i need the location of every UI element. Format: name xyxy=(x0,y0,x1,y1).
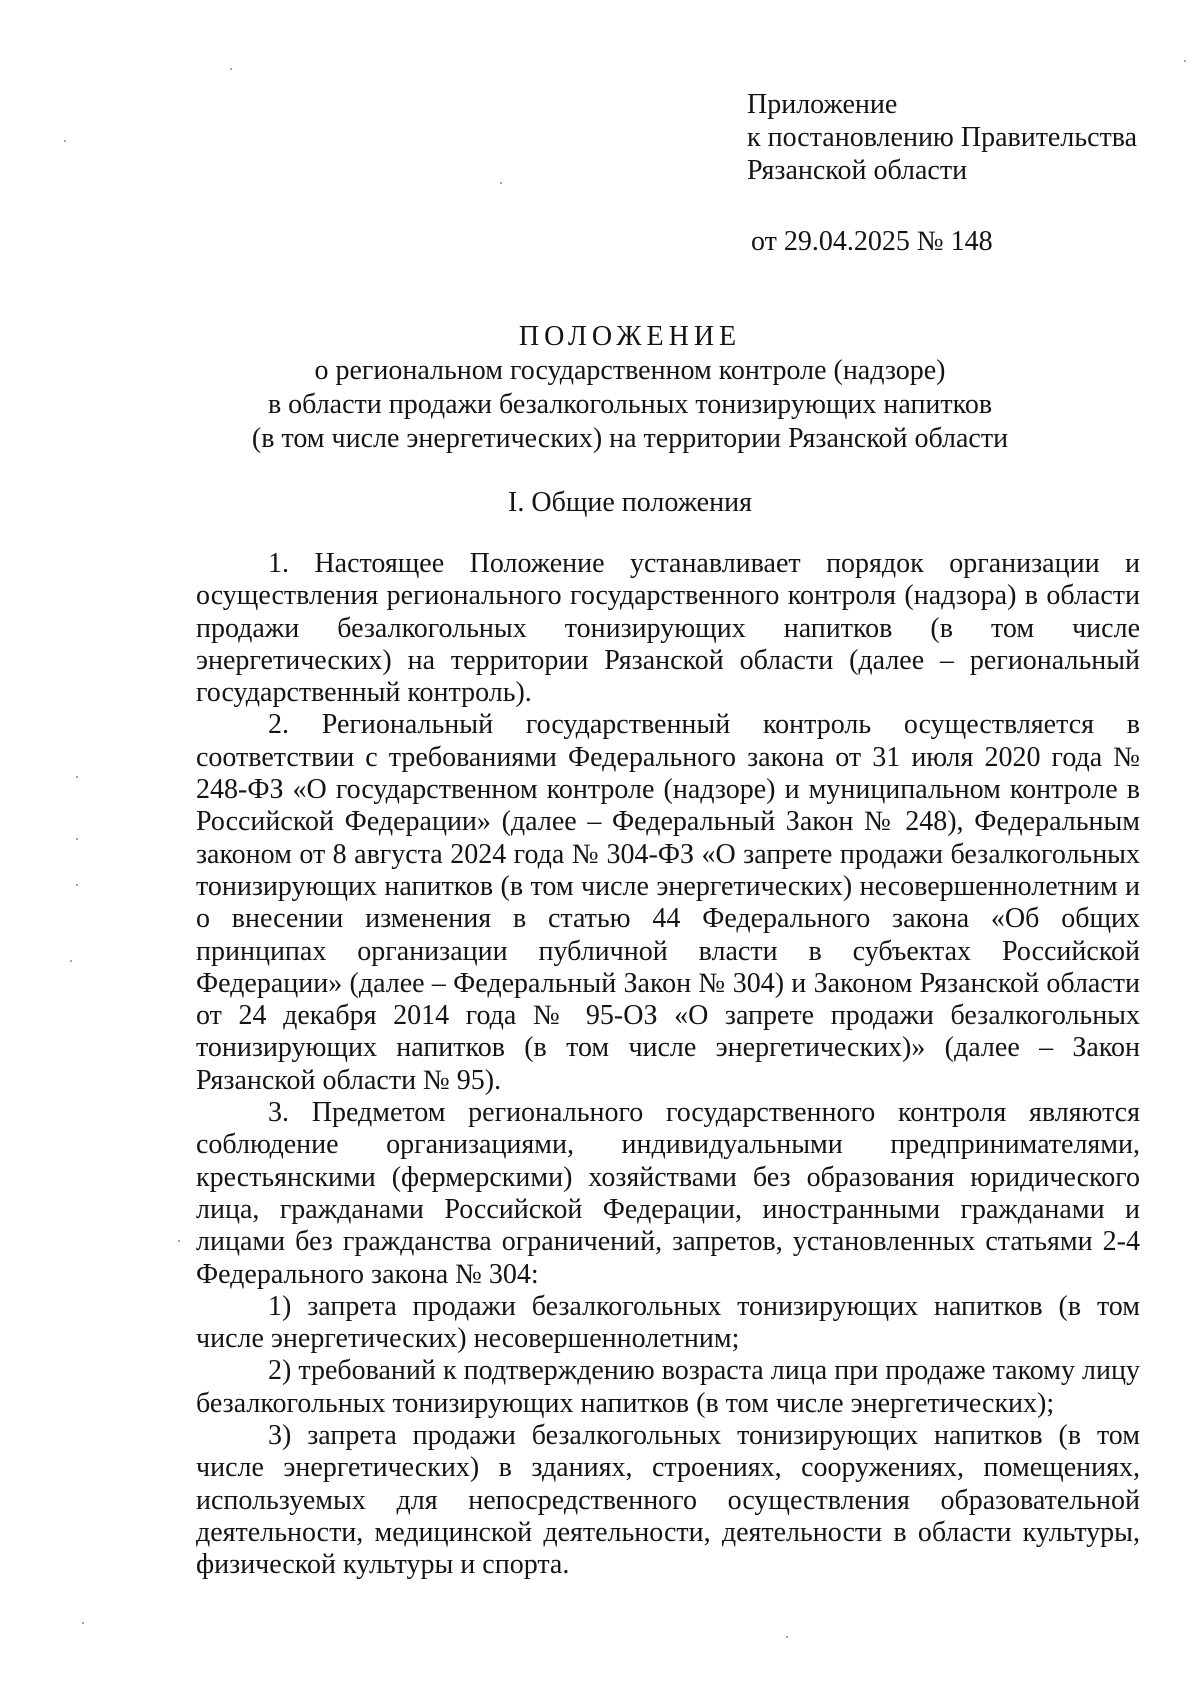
title-main: ПОЛОЖЕНИЕ xyxy=(518,321,742,352)
list-item: 1) запрета продажи безалкогольных тонизирующих напитков (в том числе энергетических) несовершеннолетним; xyxy=(196,1290,1140,1355)
paragraph: 1. Настоящее Положение устанавливает порядок организации и осуществления регионального государственного контроля (надзора) в области продажи безалкогольных тонизирующих напитков (в том числе энергетических) на территории Рязанской области (далее – региональный государственный контроль). xyxy=(196,548,1140,709)
title-line: (в том числе энергетических) на территории Рязанской области xyxy=(251,423,1009,454)
appendix-line: Приложение xyxy=(747,89,898,120)
appendix-date: от 29.04.2025 № 148 xyxy=(751,226,993,257)
paragraph: 2. Региональный государственный контроль осуществляется в соответствии с требованиями Федерального закона от 31 июля 2020 года № 248-ФЗ «О государственном контроле (надзоре) и муниципальном контроле в Российской Федерации» (далее – Федеральный Закон № 248), Федеральным законом от 8 августа 2024 года № 304-ФЗ «О запрете продажи безалкогольных тонизирующих напитков (в том числе энергетических) несовершеннолетним и о внесении изменения в статью 44 Федерального закона «Об общих принципах организации публичной власти в субъектах Российской Федерации» (далее – Федеральный Закон № 304) и Законом Рязанской области от 24 декабря 2014 года № 95-ОЗ «О запрете продажи безалкогольных тонизирующих напитков (в том числе энергетических)» (далее – Закон Рязанской области № 95). xyxy=(196,709,1140,1096)
list-item: 2) требований к подтверждению возраста лица при продаже такому лицу безалкогольных тонизирующих напитков (в том числе энергетических); xyxy=(196,1355,1140,1419)
document-body xyxy=(196,548,1140,1582)
section-heading: I. Общие положения xyxy=(508,487,752,518)
document-title xyxy=(170,320,1090,456)
title-line: в области продажи безалкогольных тонизирующих напитков xyxy=(267,389,993,420)
list-item: 3) запрета продажи безалкогольных тонизирующих напитков (в том числе энергетических) в зданиях, строениях, сооружениях, помещениях, используемых для непосредственного осуществления образовательной деятельности, медицинской деятельности, деятельности в области культуры, физической культуры и спорта. xyxy=(196,1420,1140,1581)
appendix-line: к постановлению Правительства xyxy=(747,122,1138,153)
title-line: о региональном государственном контроле (надзоре) xyxy=(314,355,946,386)
appendix-line: Рязанской области xyxy=(747,155,968,186)
appendix-block xyxy=(747,88,1137,258)
paragraph: 3. Предметом регионального государственного контроля являются соблюдение организациями, индивидуальными предпринимателями, крестьянскими (фермерскими) хозяйствами без образования юридического лица, гражданами Российской Федерации, иностранными гражданами и лицами без гражданства ограничений, запретов, установленных статьями 2-4 Федерального закона № 304: xyxy=(196,1097,1140,1290)
